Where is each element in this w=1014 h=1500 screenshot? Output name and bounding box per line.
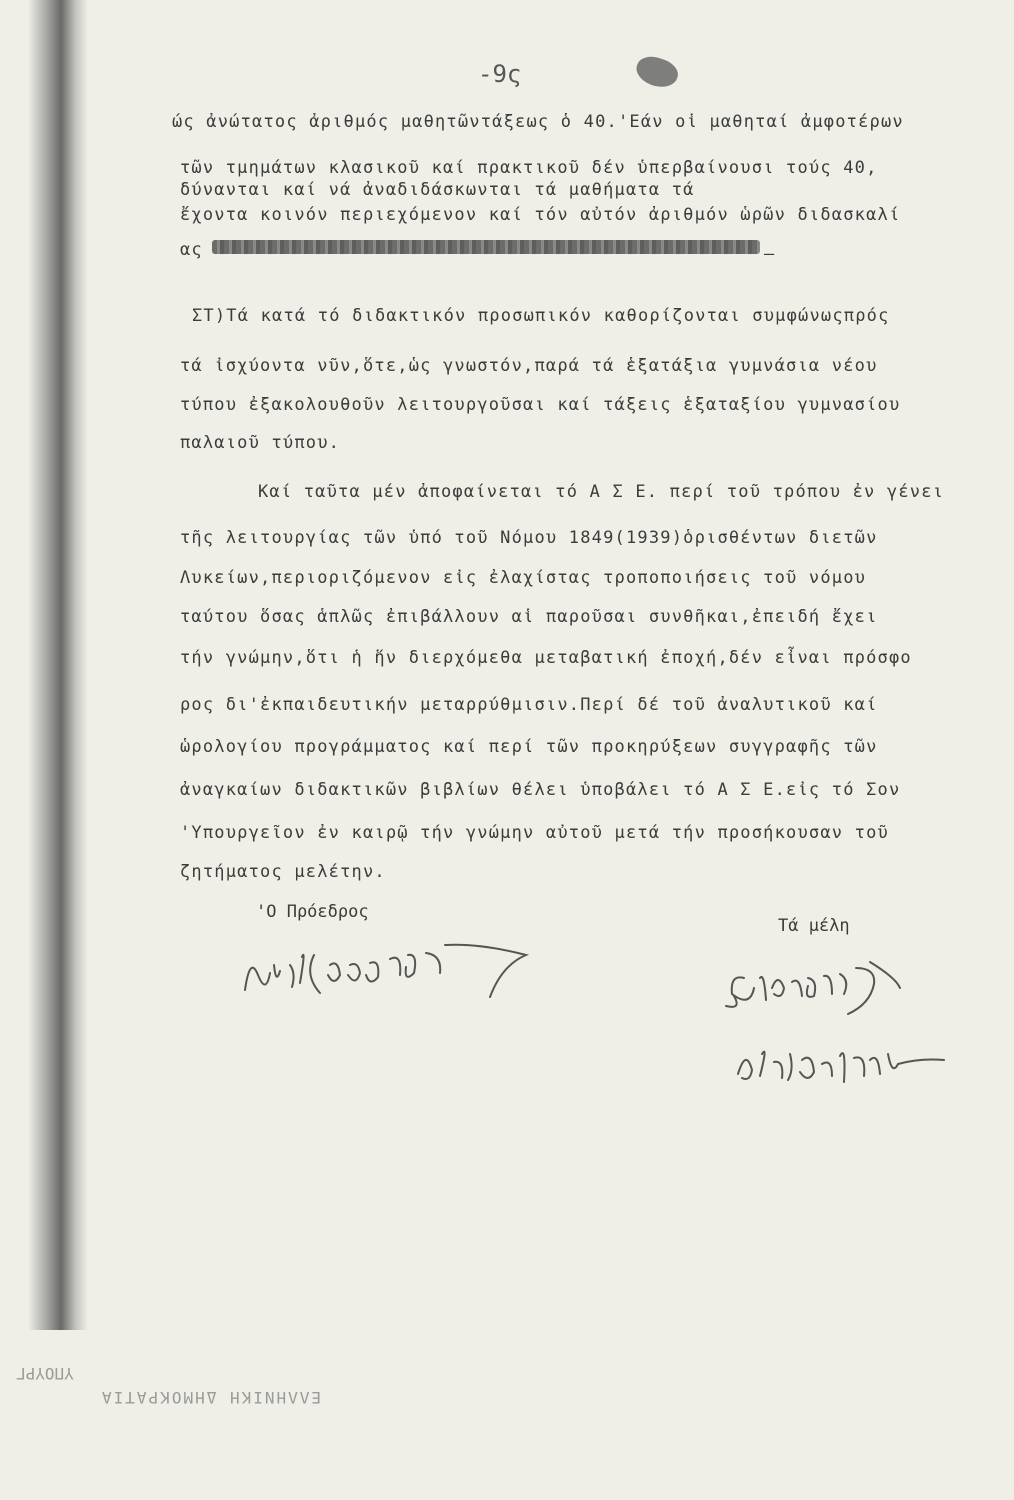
text-line: τῶν τμημάτων κλασικοῦ καί πρακτικοῦ δέν ὑπερβαίνουσι τούς 40, — [180, 158, 878, 178]
member-signature-1 — [720, 948, 920, 1028]
ink-blot — [632, 52, 681, 93]
text-line: ας — [180, 240, 203, 260]
struck-out-text — [212, 240, 760, 254]
text-line: 'Υπουργεῖον ἐν καιρῷ τήν γνώμην αὐτοῦ μετά τήν προσήκουσαν τοῦ — [180, 823, 889, 843]
member-signature-2 — [730, 1034, 950, 1094]
text-line: Καί ταῦτα μέν ἀποφαίνεται τό Α Σ Ε. περί τοῦ τρόπου ἐν γένει — [258, 482, 945, 502]
text-line: ΣΤ)Τά κατά τό διδακτικόν προσωπικόν καθορίζονται συμφώνωςπρός — [192, 306, 890, 326]
text-line: ἀναγκαίων διδακτικῶν βιβλίων θέλει ὑποβάλει τό Α Σ Ε.εἰς τό Σον — [180, 780, 901, 800]
text-line: ἔχοντα κοινόν περιεχόμενον καί τόν αὐτόν ἀριθμόν ὡρῶν διδασκαλί — [180, 205, 901, 225]
text-line: ώς ἀνώτατος ἀριθμός μαθητῶντάξεως ὁ 40.'Εάν οἱ μαθηταί ἀμφοτέρων — [172, 112, 904, 132]
binding-shadow — [28, 0, 88, 1330]
text-line: ὡρολογίου προγράμματος καί περί τῶν προκηρύξεων συγγραφῆς τῶν — [180, 737, 878, 757]
struck-dash: — — [764, 244, 775, 264]
text-line: τύπου ἐξακολουθοῦν λειτουργοῦσαι καί τάξεις ἑξαταξίου γυμνασίου — [180, 395, 901, 415]
text-line: δύνανται καί νά ἀναδιδάσκωνται τά μαθήματα τά — [180, 180, 695, 200]
members-label: Τά μέλη — [778, 916, 850, 936]
text-line: Λυκείων,περιοριζόμενον εἰς ἐλαχίστας τροποποιήσεις τοῦ νόμου — [180, 568, 867, 588]
text-line: ταύτου ὅσας ἁπλῶς ἐπιβάλλουν αἱ παροῦσαι συνθῆκαι,ἐπειδή ἔχει — [180, 607, 878, 627]
bleed-through-stamp: ΕΛΛΗΝΙΚΗ ΔΗΜΟΚΡΑΤΙΑ — [100, 1388, 322, 1407]
president-label: 'Ο Πρόεδρος — [256, 902, 369, 922]
president-signature — [240, 935, 540, 1005]
text-line: ρος δι'ἐκπαιδευτικήν μεταρρύθμισιν.Περί δέ τοῦ ἀναλυτικοῦ καί — [180, 695, 878, 715]
text-line: τά ἰσχύοντα νῦν,ὅτε,ὡς γνωστόν,παρά τά ἑξατάξια γυμνάσια νέου — [180, 356, 878, 376]
text-line: παλαιοῦ τύπου. — [180, 433, 341, 453]
text-line: τήν γνώμην,ὅτι ἡ ἥν διερχόμεθα μεταβατική ἐποχή,δέν εἶναι πρόσφο — [180, 648, 912, 668]
page-number: -9ς — [478, 60, 522, 88]
text-line: τῆς λειτουργίας τῶν ὑπό τοῦ Νόμου 1849(1939)ὁρισθέντων διετῶν — [180, 528, 878, 548]
bleed-through-stamp: ΥΠΟΥΡΓ — [16, 1364, 74, 1383]
text-line: ζητήματος μελέτην. — [180, 862, 386, 882]
